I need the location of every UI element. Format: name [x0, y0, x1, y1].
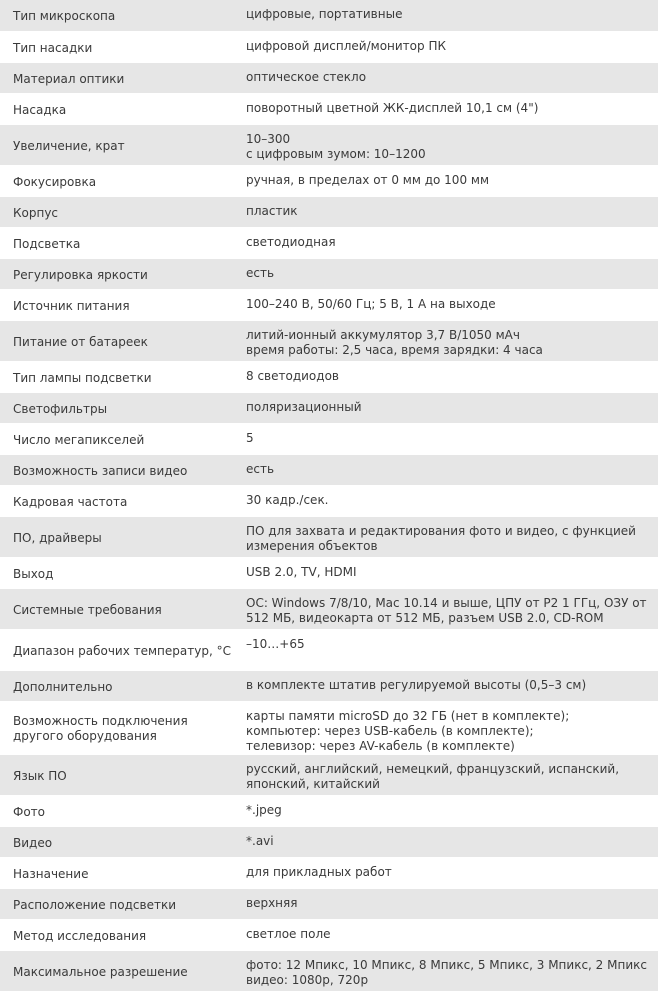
spec-value: 10–300 с цифровым зумом: 10–1200	[239, 124, 658, 165]
table-row	[0, 0, 658, 31]
table-row	[0, 124, 658, 165]
table-row	[0, 795, 658, 826]
spec-value: литий-ионный аккумулятор 3,7 В/1050 мАч время работы: 2,5 часа, время зарядки: 4 часа	[239, 320, 658, 361]
table-row	[0, 516, 658, 557]
spec-value: для прикладных работ	[239, 857, 658, 888]
spec-label: Материал оптики	[0, 62, 239, 93]
spec-value: 5	[239, 423, 658, 454]
spec-label: Метод исследования	[0, 919, 239, 950]
spec-value: ручная, в пределах от 0 мм до 100 мм	[239, 165, 658, 196]
table-row	[0, 392, 658, 423]
spec-value: светодиодная	[239, 227, 658, 258]
spec-value: USB 2.0, TV, HDMI	[239, 557, 658, 588]
spec-label: Максимальное разрешение	[0, 950, 239, 991]
spec-label: Источник питания	[0, 289, 239, 320]
spec-value: светлое поле	[239, 919, 658, 950]
spec-label: Корпус	[0, 196, 239, 227]
spec-label: Видео	[0, 826, 239, 857]
spec-label: Насадка	[0, 93, 239, 124]
spec-label: Увеличение, крат	[0, 124, 239, 165]
spec-label: ПО, драйверы	[0, 516, 239, 557]
table-row	[0, 629, 658, 670]
spec-value: пластик	[239, 196, 658, 227]
spec-label: Тип насадки	[0, 31, 239, 62]
spec-value: ОС: Windows 7/8/10, Mac 10.14 и выше, ЦПУ от P2 1 ГГц, ОЗУ от 512 МБ, видеокарта от 512 МБ, разъем USB 2.0, CD-ROM	[239, 588, 658, 629]
spec-label: Возможность записи видео	[0, 454, 239, 485]
spec-label: Регулировка яркости	[0, 258, 239, 289]
spec-label: Возможность подключения другого оборудования	[0, 701, 239, 754]
table-row	[0, 165, 658, 196]
spec-label: Тип лампы подсветки	[0, 361, 239, 392]
spec-label: Расположение подсветки	[0, 888, 239, 919]
table-row	[0, 950, 658, 991]
spec-value: *.avi	[239, 826, 658, 857]
spec-value: есть	[239, 454, 658, 485]
spec-label: Кадровая частота	[0, 485, 239, 516]
table-row	[0, 701, 658, 754]
table-row	[0, 826, 658, 857]
spec-label: Язык ПО	[0, 754, 239, 795]
spec-label: Фото	[0, 795, 239, 826]
spec-value: в комплекте штатив регулируемой высоты (0,5–3 см)	[239, 670, 658, 701]
spec-value: ПО для захвата и редактирования фото и видео, с функцией измерения объектов	[239, 516, 658, 557]
table-row	[0, 888, 658, 919]
spec-label: Дополнительно	[0, 670, 239, 701]
spec-value: *.jpeg	[239, 795, 658, 826]
table-row	[0, 454, 658, 485]
spec-label: Подсветка	[0, 227, 239, 258]
table-row	[0, 258, 658, 289]
table-row	[0, 320, 658, 361]
spec-value: 8 светодиодов	[239, 361, 658, 392]
table-row	[0, 31, 658, 62]
spec-value: есть	[239, 258, 658, 289]
table-row	[0, 670, 658, 701]
spec-value: оптическое стекло	[239, 62, 658, 93]
spec-label: Тип микроскопа	[0, 0, 239, 31]
spec-label: Диапазон рабочих температур, °С	[0, 629, 239, 670]
table-row	[0, 754, 658, 795]
table-row	[0, 196, 658, 227]
spec-label: Число мегапикселей	[0, 423, 239, 454]
spec-value: русский, английский, немецкий, французский, испанский, японский, китайский	[239, 754, 658, 795]
spec-label: Выход	[0, 557, 239, 588]
spec-value: цифровые, портативные	[239, 0, 658, 31]
table-row	[0, 62, 658, 93]
table-row	[0, 557, 658, 588]
spec-value: поворотный цветной ЖК-дисплей 10,1 см (4")	[239, 93, 658, 124]
spec-value: –10…+65	[239, 629, 658, 670]
spec-label: Системные требования	[0, 588, 239, 629]
spec-value: цифровой дисплей/монитор ПК	[239, 31, 658, 62]
spec-value: 30 кадр./сек.	[239, 485, 658, 516]
table-row	[0, 227, 658, 258]
table-row	[0, 289, 658, 320]
table-row	[0, 857, 658, 888]
spec-value: фото: 12 Мпикс, 10 Мпикс, 8 Мпикс, 5 Мпикс, 3 Мпикс, 2 Мпикс видео: 1080p, 720p	[239, 950, 658, 991]
table-row	[0, 361, 658, 392]
spec-value: верхняя	[239, 888, 658, 919]
spec-value: 100–240 В, 50/60 Гц; 5 В, 1 А на выходе	[239, 289, 658, 320]
table-row	[0, 423, 658, 454]
table-row	[0, 485, 658, 516]
table-row	[0, 919, 658, 950]
table-row	[0, 588, 658, 629]
table-row	[0, 93, 658, 124]
spec-value: поляризационный	[239, 392, 658, 423]
spec-value: карты памяти microSD до 32 ГБ (нет в комплекте); компьютер: через USB-кабель (в комплекте); телевизор: через AV-кабель (в комплекте)	[239, 701, 658, 754]
spec-label: Назначение	[0, 857, 239, 888]
spec-label: Питание от батареек	[0, 320, 239, 361]
spec-label: Светофильтры	[0, 392, 239, 423]
spec-label: Фокусировка	[0, 165, 239, 196]
